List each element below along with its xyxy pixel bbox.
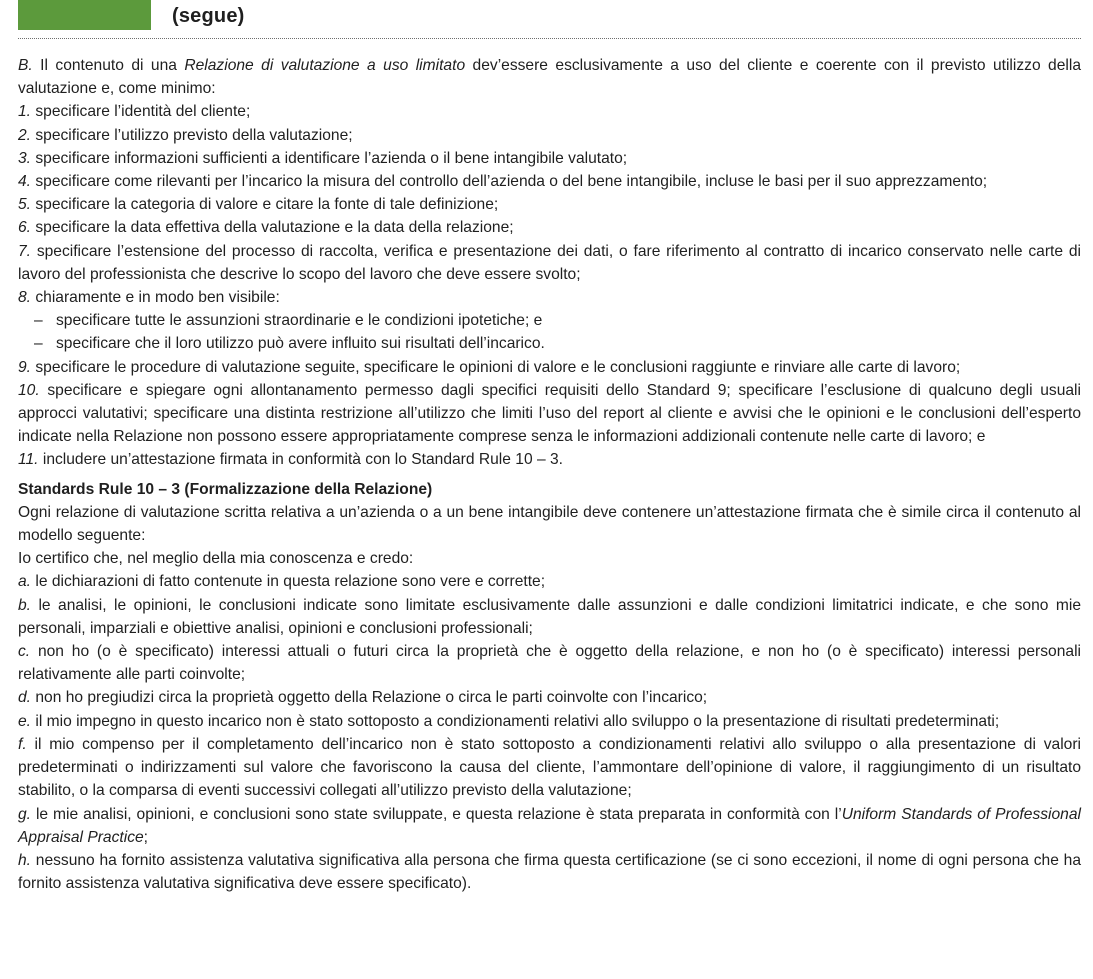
item-number: 4. xyxy=(18,173,32,191)
sub-list-item xyxy=(18,332,1081,355)
item-italic-title: Uniform Standards of Professional Appraisal Practice xyxy=(18,805,1081,846)
list-item xyxy=(18,240,1081,286)
section-b-list xyxy=(18,100,1081,309)
list-item xyxy=(18,124,1081,147)
certification-list xyxy=(18,570,1081,802)
section-marker: B. xyxy=(18,57,33,74)
item-number: a. xyxy=(18,573,32,591)
sub-item-text: specificare che il loro utilizzo può avere influito sui risultati dell’incarico. xyxy=(56,335,545,353)
sub-item-text: specificare tutte le assunzioni straordinarie e le condizioni ipotetiche; e xyxy=(56,312,543,330)
item-text: specificare l’utilizzo previsto della valutazione; xyxy=(31,126,353,144)
list-item xyxy=(18,379,1081,449)
dash-bullet: – xyxy=(34,312,43,330)
item-text: specificare come rilevanti per l’incarico la misura del controllo dell’azienda o del bene intangibile, incluse le basi per il suo apprezzamento; xyxy=(31,173,988,191)
item-text: non ho pregiudizi circa la proprietà oggetto della Relazione o circa le parti coinvolte con l’incarico; xyxy=(31,689,708,707)
item-text: il mio impegno in questo incarico non è stato sottoposto a condizionamenti relativi allo sviluppo o la presentazione di risultati predeterminati; xyxy=(31,712,1000,730)
item-text: le mie analisi, opinioni, e conclusioni sono state sviluppate, e questa relazione è stata preparata in conformità con l’ xyxy=(31,805,842,823)
rule-10-3-heading: Standards Rule 10 – 3 (Formalizzazione della Relazione) xyxy=(18,480,433,498)
item-text: specificare e spiegare ogni allontanamento permesso dagli specifici requisiti dello Standard 9; specificare l’esclusione di qualcuno degli usuali approcci valutativi; specificare una distinta restrizione all’utilizzo che limiti l’uso del report al cliente e avvisi che le opinioni e le conclusioni dell’esperto indicate nella Relazione non possono essere appropriatamente comprese senza le informazioni addizionali contenute nelle carte di lavoro; e xyxy=(18,381,1081,446)
item-number: 9. xyxy=(18,358,32,376)
section-b-list-continued xyxy=(18,356,1081,472)
section-b-sublist xyxy=(18,309,1081,355)
list-item xyxy=(18,286,1081,309)
item-text: specificare l’identità del cliente; xyxy=(31,103,251,121)
list-item xyxy=(18,710,1081,733)
item-text: specificare l’estensione del processo di raccolta, verifica e presentazione dei dati, o fare riferimento al contratto di incarico conservato nelle carte di lavoro del professionista che descrive lo scopo del lavoro che deve essere svolto; xyxy=(18,242,1081,283)
item-text: specificare la data effettiva della valutazione e la data della relazione; xyxy=(31,219,514,237)
section-color-tab xyxy=(18,0,151,30)
item-number: 3. xyxy=(18,149,32,167)
rule-10-3-intro: Ogni relazione di valutazione scritta relativa a un’azienda o a un bene intangibile deve contenere un’attestazione firmata che è simile circa il contenuto al modello seguente: xyxy=(18,503,1081,545)
item-text: specificare la categoria di valore e citare la fonte di tale definizione; xyxy=(31,196,499,214)
page-header xyxy=(18,0,1081,46)
item-number: g. xyxy=(18,805,32,823)
item-number: e. xyxy=(18,712,32,730)
list-item xyxy=(18,193,1081,216)
list-item xyxy=(18,448,1081,471)
intro-text: Il contenuto di una xyxy=(32,57,185,74)
item-number: h. xyxy=(18,851,32,869)
list-item xyxy=(18,803,1081,849)
item-text: chiaramente e in modo ben visibile: xyxy=(31,289,280,307)
item-number: f. xyxy=(18,735,27,753)
intro-text-end: dev’essere esclusivamente a uso del cliente e coerente con il previsto utilizzo della valutazione e, come minimo: xyxy=(18,57,1081,98)
item-number: 6. xyxy=(18,219,32,237)
item-number: c. xyxy=(18,643,31,661)
page-title: (segue) xyxy=(172,5,245,27)
list-item xyxy=(18,356,1081,379)
header-divider xyxy=(18,38,1081,39)
item-number: 5. xyxy=(18,196,32,214)
item-number: 1. xyxy=(18,103,32,121)
list-item xyxy=(18,147,1081,170)
intro-italic-term: Relazione di valutazione a uso limitato xyxy=(184,57,466,74)
list-item xyxy=(18,640,1081,686)
item-text: nessuno ha fornito assistenza valutativa significativa alla persona che firma questa certificazione (se ci sono eccezioni, il nome di ogni persona che ha fornito assistenza valutativa significativa deve essere specificato). xyxy=(18,851,1081,893)
item-number: 11. xyxy=(18,451,39,469)
item-number: 10. xyxy=(18,381,40,399)
list-item xyxy=(18,216,1081,239)
sub-list-item xyxy=(18,309,1081,332)
item-number: 7. xyxy=(18,242,32,260)
certification-statement: Io certifico che, nel meglio della mia conoscenza e credo: xyxy=(18,550,414,568)
dash-bullet: – xyxy=(34,335,43,353)
item-text: il mio compenso per il completamento dell’incarico non è stato sottoposto a condizionamenti relativi allo sviluppo o alla presentazione di valori predeterminati o indirizzamenti sul valore che favoriscono la causa del cliente, l’ammontare dell’opinione di valore, il raggiungimento di un risultato stabilito, o la comparsa di eventi successivi collegati all’utilizzo previsto della valutazione; xyxy=(18,735,1081,800)
item-number: 8. xyxy=(18,289,32,307)
item-text: includere un’attestazione firmata in conformità con lo Standard Rule 10 – 3. xyxy=(38,451,563,469)
item-text: specificare le procedure di valutazione seguite, specificare le opinioni di valore e le conclusioni raggiunte e rinviare alle carte di lavoro; xyxy=(31,358,961,376)
list-item xyxy=(18,594,1081,640)
list-item xyxy=(18,849,1081,895)
list-item xyxy=(18,100,1081,123)
item-number: b. xyxy=(18,596,32,614)
item-text: le dichiarazioni di fatto contenute in questa relazione sono vere e corrette; xyxy=(31,573,546,591)
item-text: specificare informazioni sufficienti a identificare l’azienda o il bene intangibile valutato; xyxy=(31,149,628,167)
item-number: d. xyxy=(18,689,32,707)
list-item xyxy=(18,733,1081,803)
item-number: 2. xyxy=(18,126,32,144)
item-text-end: ; xyxy=(143,828,149,846)
list-item xyxy=(18,686,1081,709)
item-text: le analisi, le opinioni, le conclusioni indicate sono limitate esclusivamente dalle assunzioni e dalle condizioni limitatrici indicate, e che sono mie personali, imparziali e obiettive analisi, opinioni e conclusioni professionali; xyxy=(18,596,1081,637)
list-item xyxy=(18,170,1081,193)
list-item xyxy=(18,570,1081,593)
section-b-intro xyxy=(18,54,1081,100)
item-text: non ho (o è specificato) interessi attuali o futuri circa la proprietà che è oggetto della relazione, e non ho (o è specificato) interessi personali relativamente alle parti coinvolte; xyxy=(18,643,1081,684)
